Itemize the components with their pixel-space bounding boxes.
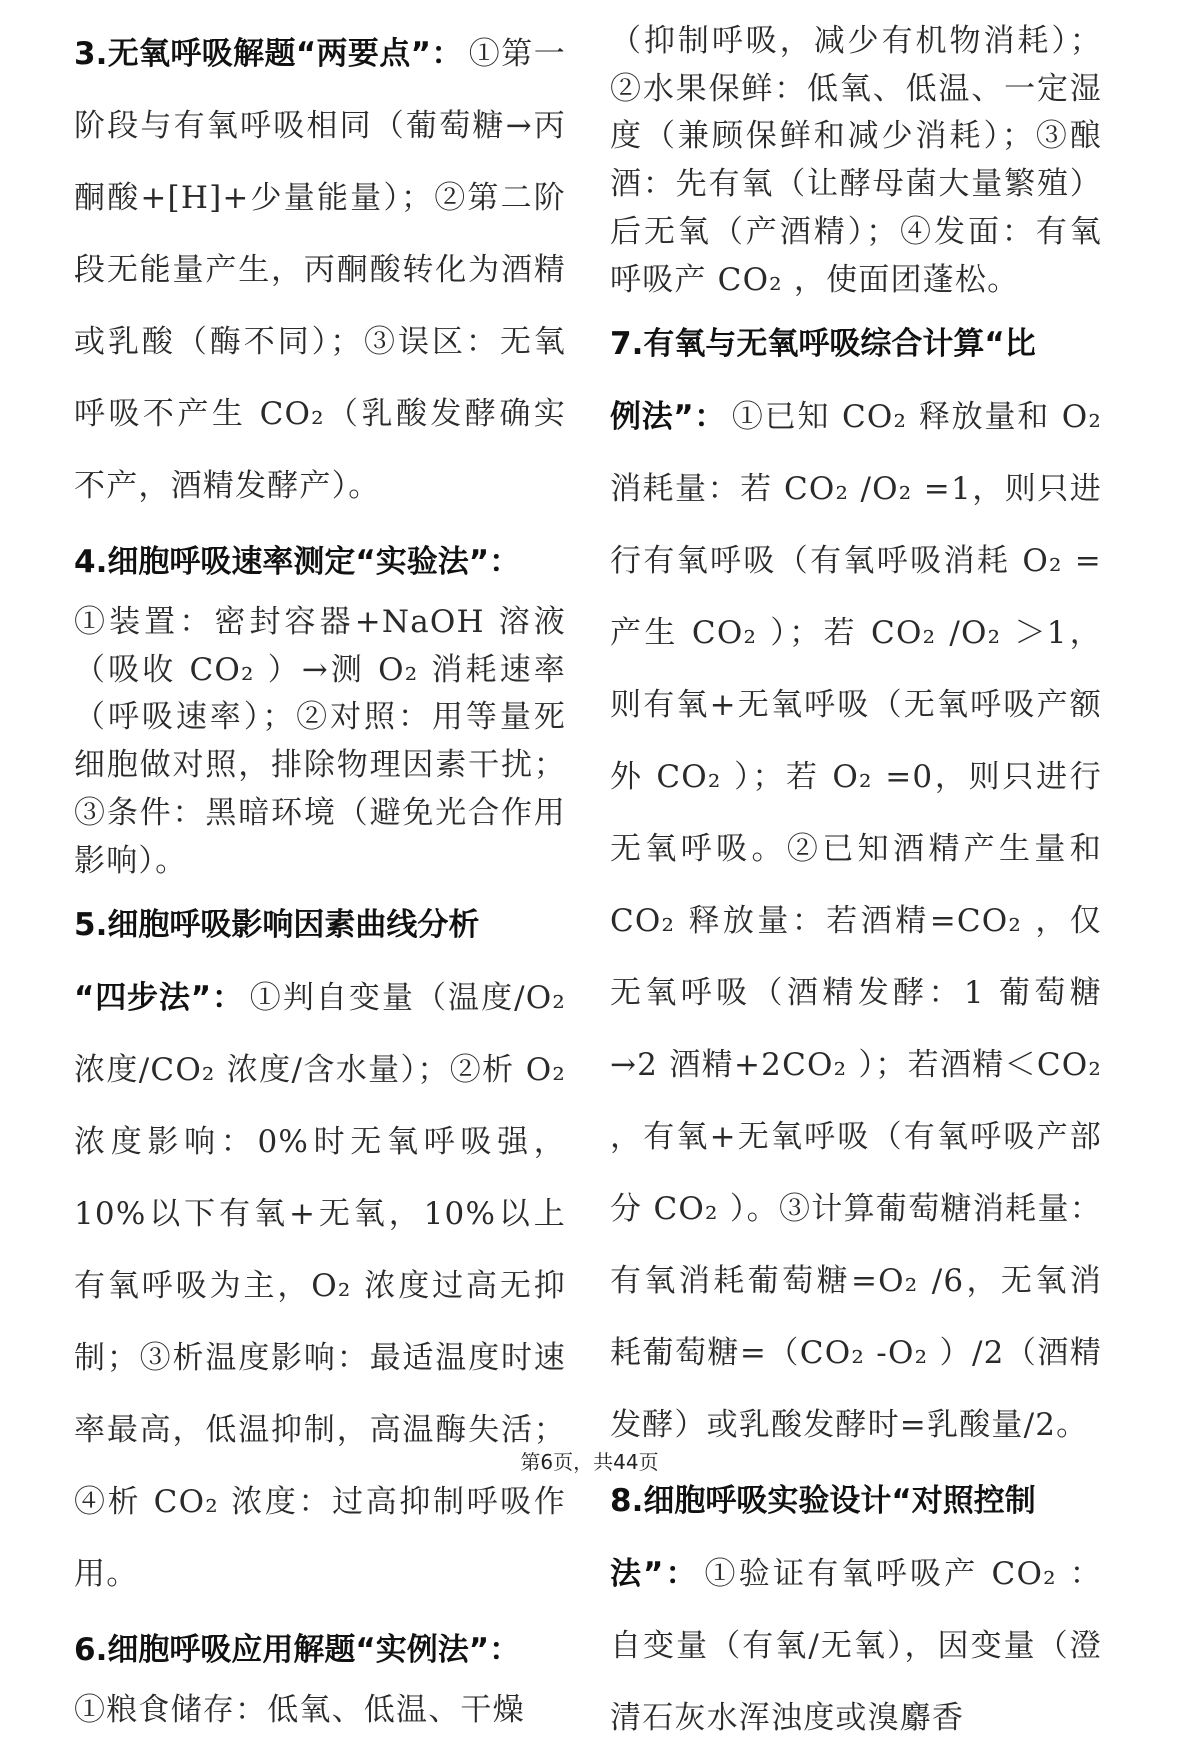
section-5-title: 5.细胞呼吸影响因素曲线分析 [74,907,480,944]
page-number: 第6页，共44页 [520,1450,659,1474]
section-4-body: ①装置：密封容器+NaOH 溶液（吸收 CO₂ ）→测 O₂ 消耗速率（呼吸速率）；②对照：用等量死细胞做对照，排除物理因素干扰；③条件：黑暗环境（避免光合作用影响）。 [74,604,566,879]
section-7 [610,309,1102,1461]
section-6 [74,1615,566,1735]
section-8-body: ①验证有氧呼吸产 CO₂ ：自变量（有氧/无氧），因变量（澄清石灰水浑浊度或溴麝香 [610,1556,1102,1737]
section-5-body: ①判自变量（温度/O₂ 浓度/CO₂ 浓度/含水量）；②析 O₂ 浓度影响：0%时无氧呼吸强，10%以下有氧+无氧，10%以上有氧呼吸为主，O₂ 浓度过高无抑制；③析温度影响：最适温度时速率最高，低温抑制，高温酶失活；④析 CO₂ 浓度：过高抑制呼吸作用。 [74,980,566,1593]
section-6-body-cont: （抑制呼吸，减少有机物消耗）；②水果保鲜：低氧、低温、一定湿度（兼顾保鲜和减少消耗）；③酿酒：先有氧（让酵母菌大量繁殖）后无氧（产酒精）；④发面：有氧呼吸产 CO₂ ，使面团蓬松。 [610,23,1102,298]
section-3 [74,18,566,522]
section-4-title: 4.细胞呼吸速率测定“实验法”： [74,544,521,580]
section-8 [610,1466,1102,1754]
section-4 [74,527,566,885]
section-5-title-cont: “四步法”： [74,980,244,1017]
left-column [74,18,566,1735]
section-5 [74,890,566,1610]
section-8-title: 8.细胞呼吸实验设计“对照控制 [610,1483,1036,1520]
section-3-body: ①第一阶段与有氧呼吸相同（葡萄糖→丙酮酸+[H]+少量能量）；②第二阶段无能量产生，丙酮酸转化为酒精或乳酸（酶不同）；③误区：无氧呼吸不产生 CO₂（乳酸发酵确实不产，酒精发酵产）。 [74,36,566,504]
section-6-title: 6.细胞呼吸应用解题“实例法”： [74,1632,521,1669]
section-8-title-cont: 法”： [610,1556,699,1593]
section-3-title: 3.无氧呼吸解题“两要点”： [74,36,463,72]
section-7-title-cont: 例法”： [610,399,726,436]
section-7-title: 7.有氧与无氧呼吸综合计算“比 [610,326,1036,363]
section-6-body: ①粮食储存：低氧、低温、干燥 [74,1692,525,1729]
right-column [610,18,1102,1754]
section-6-continued [610,18,1102,304]
section-7-body: ①已知 CO₂ 释放量和 O₂ 消耗量：若 CO₂ /O₂ =1，则只进行有氧呼吸（有氧呼吸消耗 O₂ =产生 CO₂ ）；若 CO₂ /O₂ ＞1，则有氧+无氧呼吸（无氧呼吸产额外 CO₂ ）；若 O₂ =0，则只进行无氧呼吸。②已知酒精产生量和 CO₂ 释放量：若酒精=CO₂ ，仅无氧呼吸（酒精发酵：1 葡萄糖→2 酒精+2CO₂ ）；若酒精＜CO₂ ，有氧+无氧呼吸（有氧呼吸产部分 CO₂ ）。③计算葡萄糖消耗量：有氧消耗葡萄糖=O₂ /6，无氧消耗葡萄糖=（CO₂ -O₂ ）/2（酒精发酵）或乳酸发酵时=乳酸量/2。 [610,399,1103,1444]
